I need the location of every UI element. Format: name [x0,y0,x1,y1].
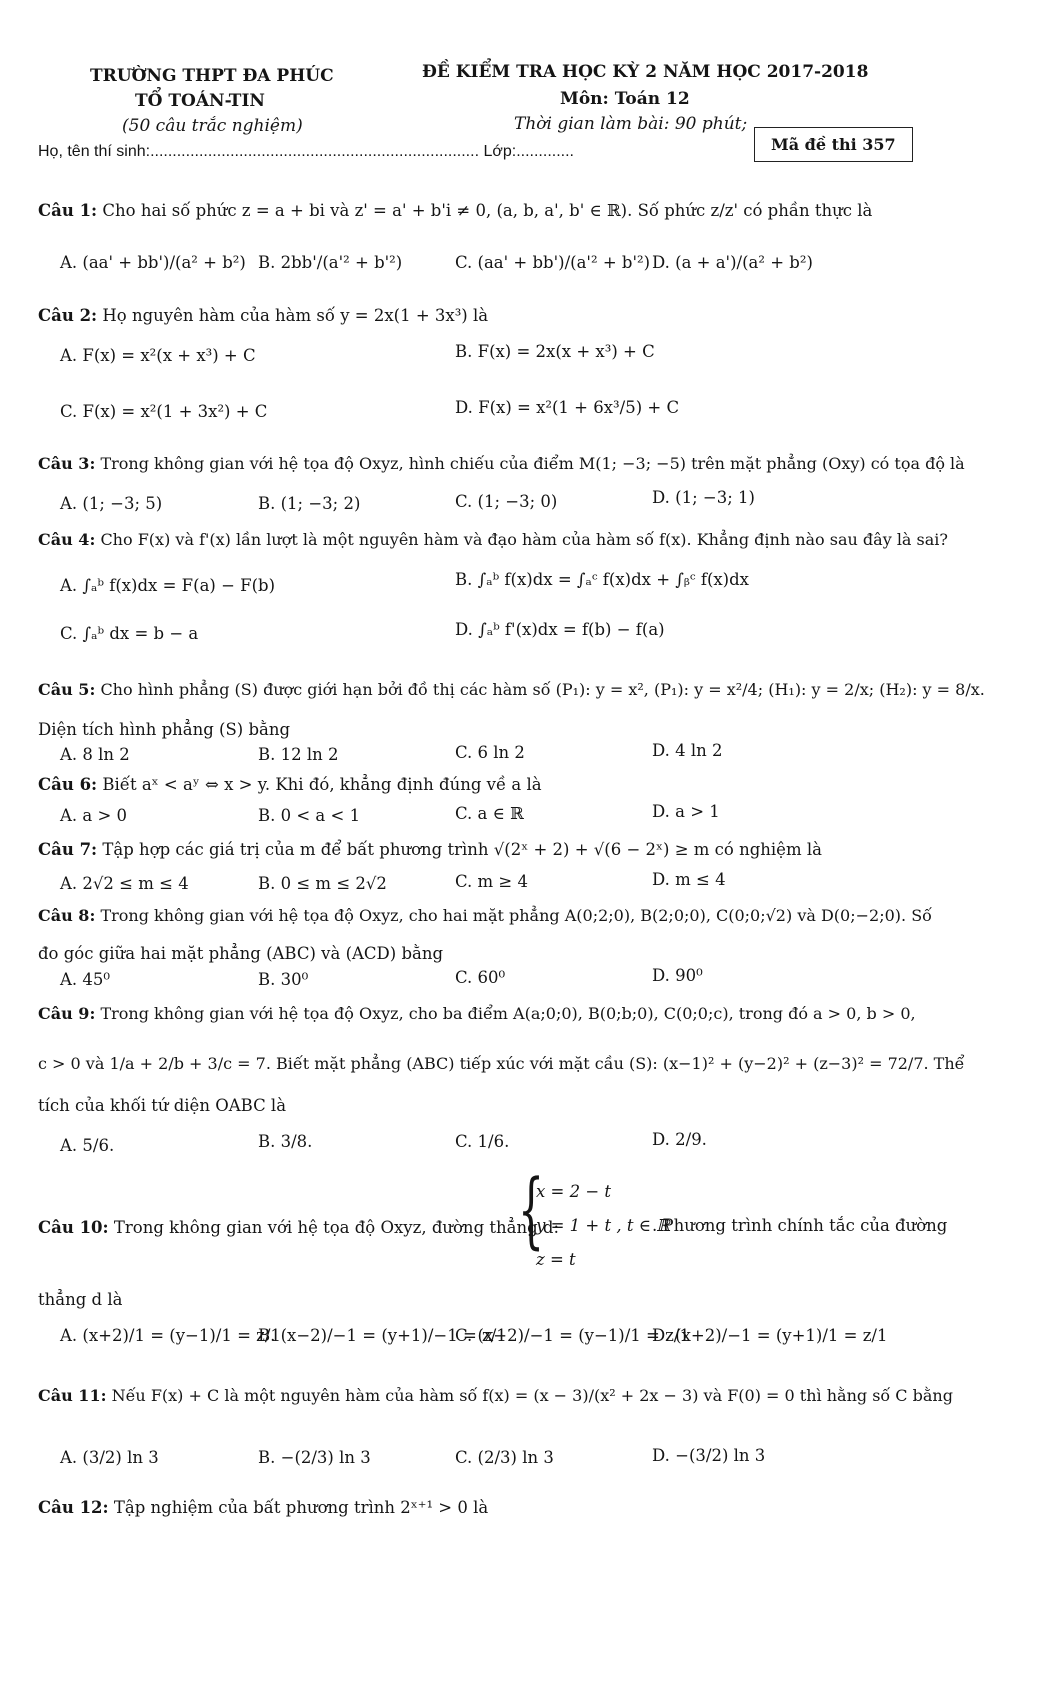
option-c[interactable]: C. (x−2)/−1 = (y−1)/1 = z/1 [455,1326,690,1345]
option-c[interactable]: C. (2/3) ln 3 [455,1448,554,1467]
question-text: Trong không gian với hệ tọa độ Oxyz, cho ba điểm A(a;0;0), B(0;b;0), C(0;0;c), trong đó a > 0, b > 0, [100,1004,916,1023]
option-a[interactable]: A. ∫ₐᵇ f(x)dx = F(a) − F(b) [60,576,276,595]
option-b[interactable]: B. 2bb'/(a'² + b'²) [258,253,403,272]
option-b[interactable]: B. 12 ln 2 [258,745,339,764]
system-line-2: y = 1 + t , t ∈ ℝ [536,1216,670,1235]
option-a[interactable]: A. (3/2) ln 3 [60,1448,159,1467]
system-brace: { [518,1163,545,1258]
question-text: Trong không gian với hệ tọa độ Oxyz, đường thẳng d: [113,1218,560,1237]
question-label: Câu 5: [38,680,96,699]
department: TỔ TOÁN-TIN [135,91,265,111]
question-3 [38,454,965,473]
option-c[interactable]: C. a ∈ ℝ [455,804,524,823]
question-text: Trong không gian với hệ tọa độ Oxyz, hình chiếu của điểm M(1; −3; −5) trên mặt phẳng (Oxy) có tọa độ là [100,454,965,473]
option-d[interactable]: D. ∫ₐᵇ f'(x)dx = f(b) − f(a) [455,620,665,639]
option-b[interactable]: B. F(x) = 2x(x + x³) + C [455,342,655,361]
question-label: Câu 11: [38,1386,107,1405]
question-text: Biết aˣ < aʸ ⇔ x > y. Khi đó, khẳng định đúng về a là [102,775,542,794]
option-d[interactable]: D. −(3/2) ln 3 [652,1446,766,1465]
option-d[interactable]: D. m ≤ 4 [652,870,726,889]
option-d[interactable]: D. 4 ln 2 [652,741,723,760]
question-count-note: (50 câu trắc nghiệm) [122,116,303,136]
option-a[interactable]: A. (aa' + bb')/(a² + b²) [60,253,246,272]
question-label: Câu 3: [38,454,96,473]
question-5 [38,680,985,699]
question-11 [38,1386,953,1405]
option-a[interactable]: A. (x+2)/1 = (y−1)/1 = z/1 [60,1326,281,1345]
exam-code-box: Mã đề thi 357 [754,127,913,162]
option-c[interactable]: C. 1/6. [455,1132,510,1151]
option-c[interactable]: C. F(x) = x²(1 + 3x²) + C [60,402,268,421]
option-d[interactable]: D. (x+2)/−1 = (y+1)/1 = z/1 [652,1326,888,1345]
option-b[interactable]: B. (x−2)/−1 = (y+1)/−1 = z/1 [258,1326,507,1345]
option-b[interactable]: B. 3/8. [258,1132,313,1151]
option-b[interactable]: B. (1; −3; 2) [258,494,361,513]
option-c[interactable]: C. (aa' + bb')/(a'² + b'²) [455,253,651,272]
option-b[interactable]: B. 0 ≤ m ≤ 2√2 [258,874,387,893]
option-d[interactable]: D. 2/9. [652,1130,707,1149]
question-text: Nếu F(x) + C là một nguyên hàm của hàm số f(x) = (x − 3)/(x² + 2x − 3) và F(0) = 0 thì hằng số C bằng [111,1386,953,1405]
option-d[interactable]: D. 90⁰ [652,966,703,985]
option-c[interactable]: C. (1; −3; 0) [455,492,558,511]
question-text: Cho F(x) và f'(x) lần lượt là một nguyên hàm và đạo hàm của hàm số f(x). Khẳng định nào sau đây là sai? [100,530,948,549]
question-6 [38,775,542,794]
option-d[interactable]: D. F(x) = x²(1 + 6x³/5) + C [455,398,680,417]
question-9 [38,1004,916,1023]
question-8 [38,906,932,925]
question-7 [38,840,822,859]
question-label: Câu 9: [38,1004,96,1023]
option-d[interactable]: D. a > 1 [652,802,720,821]
exam-time: Thời gian làm bài: 90 phút; [514,114,748,134]
question-8-text-2: đo góc giữa hai mặt phẳng (ABC) và (ACD) bằng [38,944,444,963]
question-4 [38,530,948,549]
option-b[interactable]: B. −(2/3) ln 3 [258,1448,371,1467]
question-text: Cho hình phẳng (S) được giới hạn bởi đồ thị các hàm số (P₁): y = x², (P₁): y = x²/4; (H₁): y = 2/x; (H₂): y = 8/x. [100,680,985,699]
option-a[interactable]: A. F(x) = x²(x + x³) + C [60,346,256,365]
student-info-line: Họ, tên thí sinh:.......................................................................... Lớp:............. [38,143,574,160]
option-c[interactable]: C. ∫ₐᵇ dx = b − a [60,624,199,643]
option-d[interactable]: D. (1; −3; 1) [652,488,755,507]
system-line-1: x = 2 − t [536,1182,612,1201]
question-12 [38,1498,488,1517]
subject: Môn: Toán 12 [560,89,690,109]
question-label: Câu 4: [38,530,96,549]
option-a[interactable]: A. 45⁰ [60,970,111,989]
exam-title: ĐỀ KIỂM TRA HỌC KỲ 2 NĂM HỌC 2017-2018 [422,62,869,82]
option-d[interactable]: D. (a + a')/(a² + b²) [652,253,813,272]
option-a[interactable]: A. 8 ln 2 [60,745,130,764]
question-label: Câu 1: [38,201,98,220]
option-b[interactable]: B. 0 < a < 1 [258,806,361,825]
question-5-text-2: Diện tích hình phẳng (S) bằng [38,720,291,739]
option-a[interactable]: A. (1; −3; 5) [60,494,163,513]
system-line-3: z = t [536,1250,576,1269]
question-label: Câu 6: [38,775,98,794]
question-text: Tập hợp các giá trị của m để bất phương trình √(2ˣ + 2) + √(6 − 2ˣ) ≥ m có nghiệm là [102,840,822,859]
option-b[interactable]: B. ∫ₐᵇ f(x)dx = ∫ₐᶜ f(x)dx + ∫ᵦᶜ f(x)dx [455,570,749,589]
question-label: Câu 2: [38,306,98,325]
option-c[interactable]: C. 6 ln 2 [455,743,525,762]
question-label: Câu 8: [38,906,96,925]
question-1 [38,201,872,220]
question-text: Họ nguyên hàm của hàm số y = 2x(1 + 3x³) là [102,306,489,325]
option-a[interactable]: A. 5/6. [60,1136,115,1155]
question-label: Câu 12: [38,1498,109,1517]
question-10 [38,1218,559,1237]
option-c[interactable]: C. m ≥ 4 [455,872,528,891]
question-label: Câu 7: [38,840,98,859]
question-text: Trong không gian với hệ tọa độ Oxyz, cho hai mặt phẳng A(0;2;0), B(2;0;0), C(0;0;√2) và D(0;−2;0). Số [100,906,932,925]
question-2 [38,306,488,325]
school-name: TRƯỜNG THPT ĐA PHÚC [90,66,334,86]
question-10-text-after: . Phương trình chính tắc của đường [652,1216,948,1235]
question-text: Tập nghiệm của bất phương trình 2ˣ⁺¹ > 0 là [113,1498,489,1517]
question-9-text-3: tích của khối tứ diện OABC là [38,1096,287,1115]
question-label: Câu 10: [38,1218,109,1237]
question-9-text-2: c > 0 và 1/a + 2/b + 3/c = 7. Biết mặt phẳng (ABC) tiếp xúc với mặt cầu (S): (x−1)² + (y−2)² + (z−3)² = 72/7. Thể [38,1054,965,1073]
question-text: Cho hai số phức z = a + bi và z' = a' + b'i ≠ 0, (a, b, a', b' ∈ ℝ). Số phức z/z' có phần thực là [102,201,873,220]
question-10-text-2: thẳng d là [38,1290,123,1309]
option-a[interactable]: A. a > 0 [60,806,128,825]
option-b[interactable]: B. 30⁰ [258,970,309,989]
option-c[interactable]: C. 60⁰ [455,968,506,987]
option-a[interactable]: A. 2√2 ≤ m ≤ 4 [60,874,189,893]
